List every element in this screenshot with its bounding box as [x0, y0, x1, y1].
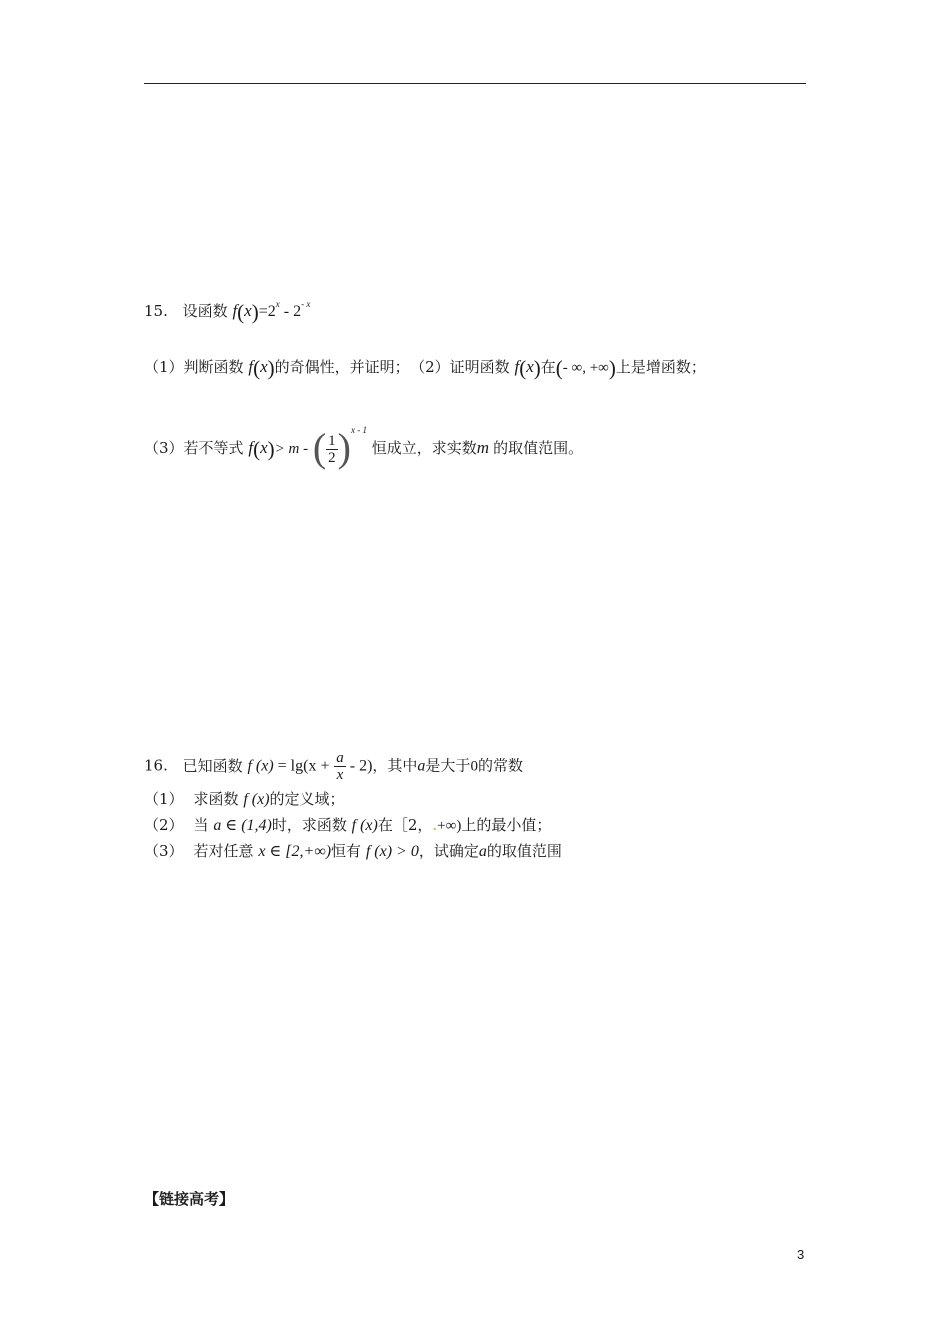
q16-line: 16. 已知函数 f (x) = lg(x + $\frac{a}{x}$ - 2)，其中a是大于0的常数 [144, 750, 523, 783]
q16-fx: f (x) [247, 757, 274, 775]
page-number: 3 [797, 1247, 805, 1262]
q15-m: m [476, 438, 490, 457]
q15-p3-end: 的取值范围。 [493, 439, 584, 457]
q16-mid: ，其中 [372, 756, 418, 775]
q15-rhs: =2 [258, 303, 276, 320]
q16-intro: 已知函数 [182, 756, 243, 775]
q15-p2-text: 上是增函数； [615, 358, 706, 376]
q15-interval: - ∞, +∞ [562, 360, 609, 376]
q15-f: f [232, 301, 238, 320]
q15-gt-m: > m - [274, 441, 309, 457]
q15-exp-xm1: x - 1 [351, 425, 367, 435]
q15-p3-mid: 恒成立，求实数 [371, 439, 477, 457]
q16-sub1: （1） 求函数 f (x)的定义域； [144, 790, 345, 808]
q15-p2-in: 在 [540, 358, 556, 376]
q15-p1-text: 的奇偶性，并证明； [274, 358, 410, 376]
link-heading: 【链接高考】 [144, 1190, 235, 1208]
q16-frac: $\frac{a}{x}$ [336, 750, 344, 783]
q15-p1-label: （1）判断函数 [144, 358, 244, 376]
q16-sub3: （3） 若对任意 x ∈ [2,+∞)恒有 f (x) > 0，试确定a的取值范围 [144, 842, 562, 860]
q16-minus2: - 2) [345, 757, 373, 775]
q15-half: $\frac{1}{2}$ [328, 432, 336, 466]
header-rule [144, 83, 806, 84]
q15-line: 15. 设函数 $f(x)=2^x - 2^{- x}$ [144, 299, 311, 324]
q15-p3-label: （3）若不等式 [144, 439, 244, 457]
q15-number: 15. [144, 302, 168, 320]
q16-sub2: （2） 当 a ∈ (1,4)时，求函数 f (x)在［2，.+∞)上的最小值； [144, 816, 552, 834]
q16-eq-lg: = lg(x + [273, 757, 330, 775]
q16-number: 16. [144, 756, 168, 775]
q15-minus2: - 2 [279, 303, 302, 320]
q15-p2-label: （2）证明函数 [417, 358, 510, 376]
q15-intro: 设函数 [182, 302, 228, 320]
q15-exp-negx: - x [301, 299, 311, 309]
q15-x: x [244, 301, 252, 320]
q15-exp-x: x [275, 299, 280, 309]
q15-part3: （3）若不等式 f(x)> m - ( $\frac{1}{2}$ )$^{x - 1}$ 恒成立，求实数m 的取值范围。 [144, 425, 584, 470]
q15-part12: （1）判断函数 f(x)的奇偶性，并证明； （2）证明函数 f(x)在(- ∞, +∞)上是增函数； [144, 356, 706, 380]
